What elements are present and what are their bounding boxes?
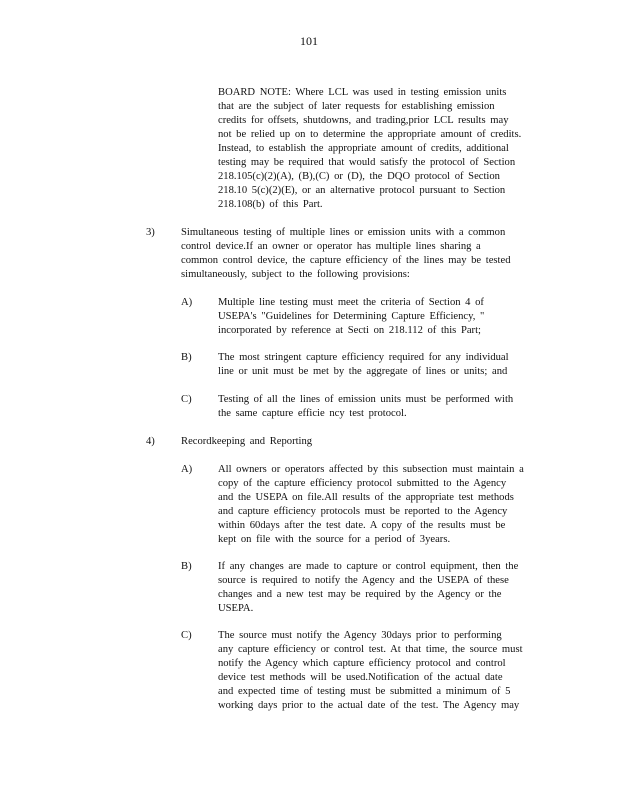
item-4b-line: changes and a new test may be required by the Agency or the [218,589,502,600]
item-4c-line: and expected time of testing must be submitted a minimum of 5 [218,686,511,697]
item-4c-line: any capture efficiency or control test. At that time, the source must [218,644,523,655]
item-4b-line: source is required to notify the Agency and the USEPA of these [218,575,509,586]
item-3-line: control device.If an owner or operator has multiple lines sharing a [181,241,481,252]
page-number: 101 [300,34,318,48]
item-4b-text [218,560,525,616]
item-4a-line: All owners or operators affected by this subsection must maintain a [218,464,524,475]
item-4c-line: The source must notify the Agency 30days prior to performing [218,630,502,641]
item-4b-line: If any changes are made to capture or control equipment, then the [218,561,519,572]
item-4-heading: Recordkeeping and Reporting [181,436,313,447]
board-note-line: 218.108(b) of this Part. [218,199,323,210]
item-3c-text [218,393,523,421]
item-4c-text [218,629,531,713]
item-3a-line: incorporated by reference at Secti on 218.112 of this Part; [218,325,481,336]
item-3-line: Simultaneous testing of multiple lines or emission units with a common [181,227,506,238]
item-4c-marker: C) [181,630,192,641]
item-4b-marker: B) [181,561,192,572]
item-3a-line: Multiple line testing must meet the criteria of Section 4 of [218,297,484,308]
item-3-marker: 3) [146,227,155,238]
board-note-line: 218.10 5(c)(2)(E), or an alternative protocol pursuant to Section [218,185,506,196]
item-4a-line: kept on file with the source for a period of 3years. [218,534,451,545]
item-4a-line: within 60days after the test date. A copy of the results must be [218,520,506,531]
board-note [218,86,525,212]
item-3b-line: line or unit must be met by the aggregate of lines or units; and [218,366,508,377]
board-note-line: not be relied up on to determine the appropriate amount of credits. [218,129,522,140]
item-3c-line: the same capture efficie ncy test protocol. [218,408,407,419]
item-4a-line: copy of the capture efficiency protocol submitted to the Agency [218,478,507,489]
item-3-line: simultaneously, subject to the following provisions: [181,269,410,280]
board-note-line: 218.105(c)(2)(A), (B),(C) or (D), the DQO protocol of Section [218,171,500,182]
item-4c-line: working days prior to the actual date of the test. The Agency may [218,700,520,711]
item-4-marker: 4) [146,436,155,447]
item-4c-line: notify the Agency which capture efficiency protocol and control [218,658,506,669]
item-3a-text [218,296,523,338]
item-3c-marker: C) [181,394,192,405]
item-3b-line: The most stringent capture efficiency required for any individual [218,352,509,363]
board-note-line: BOARD NOTE: Where LCL was used in testing emission units [218,87,507,98]
item-4a-line: and the USEPA on file.All results of the appropriate test methods [218,492,514,503]
item-3a-line: USEPA's "Guidelines for Determining Capture Efficiency, " [218,311,485,322]
item-4b-line: USEPA. [218,603,254,614]
board-note-line: credits for offsets, shutdowns, and trading,prior LCL results may [218,115,509,126]
item-4a-line: and capture efficiency protocols must be reported to the Agency [218,506,508,517]
item-3c-line: Testing of all the lines of emission units must be performed with [218,394,514,405]
item-4a-marker: A) [181,464,193,475]
item-4a-text [218,463,540,547]
item-3a-marker: A) [181,297,193,308]
item-3-line: common control device, the capture efficiency of the lines may be tested [181,255,511,266]
board-note-line: Instead, to establish the appropriate amount of credits, additional [218,143,509,154]
board-note-line: testing may be required that would satisfy the protocol of Section [218,157,516,168]
item-3b-marker: B) [181,352,192,363]
item-4c-line: device test methods will be used.Notification of the actual date [218,672,503,683]
board-note-line: that are the subject of later requests for establishing emission [218,101,495,112]
item-3b-text [218,351,523,379]
item-3-text [181,226,521,282]
